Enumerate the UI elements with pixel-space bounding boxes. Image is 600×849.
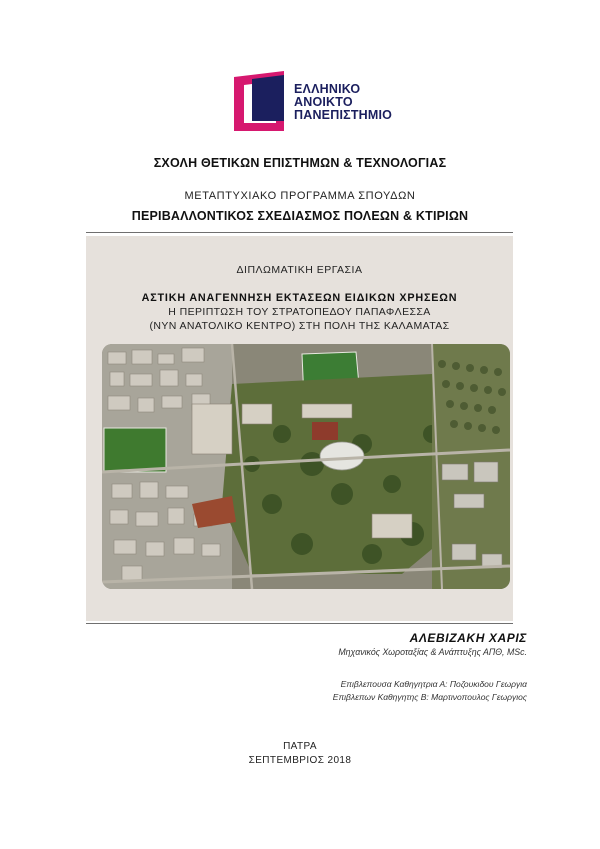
logo-line-1: ΕΛΛΗΝΙΚΟ [294, 82, 361, 96]
program-name: ΜΕΤΑΠΤΥΧΙΑΚΟ ΠΡΟΓΡΑΜΜΑ ΣΠΟΥΔΩΝ [184, 190, 416, 202]
thesis-subtitle-line-2: (ΝΥΝ ΑΝΑΤΟΛΙΚΟ ΚΕΝΤΡΟ) ΣΤΗ ΠΟΛΗ ΤΗΣ ΚΑΛΑΜΑΤΑΣ [149, 320, 450, 332]
date: ΣΕΠΤΕΜΒΡΙΟΣ 2018 [248, 755, 352, 766]
bottom-divider [86, 623, 513, 624]
thesis-subtitle-line-1: Η ΠΕΡΙΠΤΩΣΗ ΤΟΥ ΣΤΡΑΤΟΠΕΔΟΥ ΠΑΠΑΦΛΕΣΣΑ [168, 306, 431, 318]
university-logo [234, 71, 394, 133]
aerial-photo [102, 344, 510, 589]
thesis-type: ΔΙΠΛΩΜΑΤΙΚΗ ΕΡΓΑΣΙΑ [236, 264, 363, 276]
supervisor-a: Επιβλεπουσα Καθηγητρια Α: Ποζουκιδου Γεωργια [340, 679, 527, 689]
top-divider [86, 232, 513, 233]
university-logo-icon [234, 71, 290, 131]
logo-line-2: ΑΝΟΙΚΤΟ [294, 95, 353, 109]
thesis-title: ΑΣΤΙΚΗ ΑΝΑΓΕΝΝΗΣΗ ΕΚΤΑΣΕΩΝ ΕΙΔΙΚΩΝ ΧΡΗΣΕΩΝ [141, 292, 458, 304]
city: ΠΑΤΡΑ [283, 741, 317, 752]
specialization-name: ΠΕΡΙΒΑΛΛΟΝΤΙΚΟΣ ΣΧΕΔΙΑΣΜΟΣ ΠΟΛΕΩΝ & ΚΤΙΡΙΩΝ [131, 209, 469, 223]
supervisor-b: Επιβλεπων Καθηγητης Β: Μαρτινοπουλος Γεωργιος [332, 692, 527, 702]
author-name: ΑΛΕΒΙΖΑΚΗ ΧΑΡΙΣ [409, 631, 527, 645]
logo-wordmark [294, 83, 392, 122]
school-name: ΣΧΟΛΗ ΘΕΤΙΚΩΝ ΕΠΙΣΤΗΜΩΝ & ΤΕΧΝΟΛΟΓΙΑΣ [153, 156, 447, 170]
author-degree: Μηχανικός Χωροταξίας & Ανάπτυξης ΑΠΘ, MSc. [338, 647, 527, 657]
logo-line-3: ΠΑΝΕΠΙΣΤΗΜΙΟ [294, 108, 393, 122]
